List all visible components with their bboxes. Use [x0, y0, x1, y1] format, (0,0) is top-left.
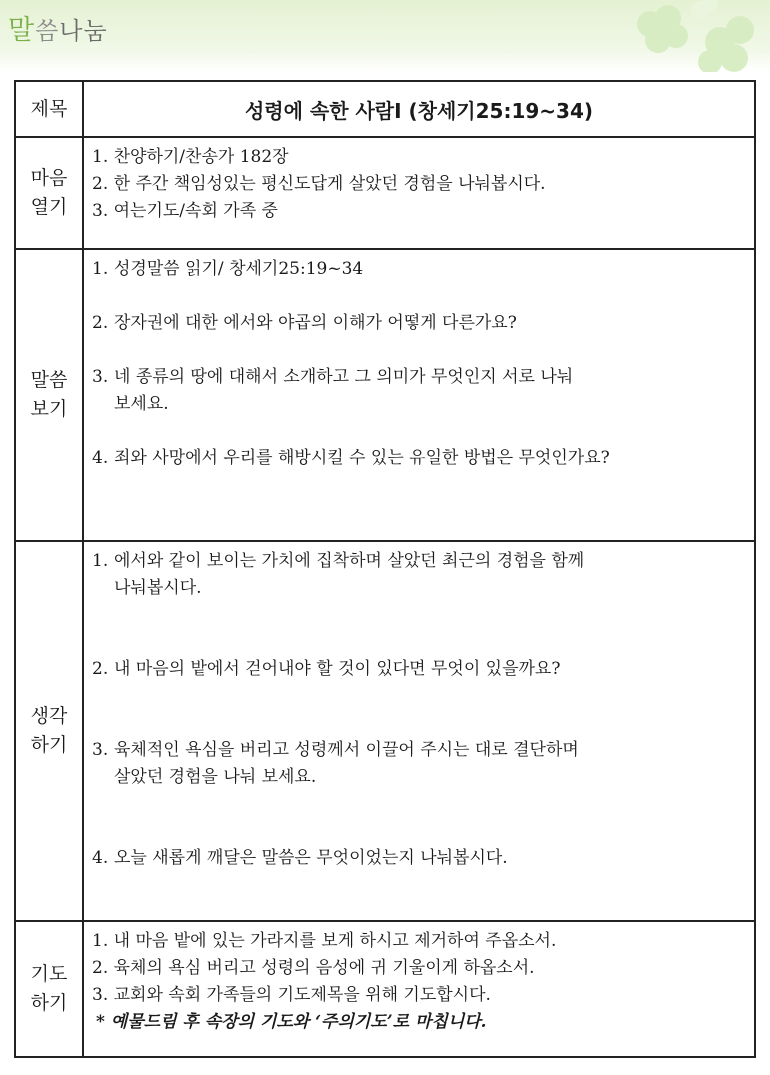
opening-item: 3. 여는기도/속회 가족 중 [92, 201, 278, 221]
reflect-question-number: 2. [92, 659, 109, 679]
word-question [92, 256, 746, 283]
prayer-item: 3. 교회와 속회 가족들의 기도제목을 위해 기도합시다. [92, 985, 491, 1005]
worksheet-table [14, 80, 756, 1058]
reflect-content [83, 541, 755, 921]
word-question [92, 364, 746, 418]
word-label-line2: 보기 [30, 398, 68, 420]
reflect-row [15, 541, 755, 921]
logo-text-2: 씀 [35, 17, 60, 45]
word-question-text: 장자권에 대한 에서와 야곱의 이해가 어떻게 다른가요? [114, 313, 517, 333]
prayer-label-line2: 하기 [30, 992, 68, 1014]
reflect-question-text: 에서와 같이 보이는 가치에 집착하며 살았던 최근의 경험을 함께 [114, 551, 585, 571]
opening-item: 1. 찬양하기/찬송가 182장 [92, 147, 289, 167]
prayer-item: 1. 내 마음 밭에 있는 가라지를 보게 하시고 제거하여 주옵소서. [92, 931, 557, 951]
reflect-label-line1: 생각 [30, 705, 68, 727]
word-question [92, 445, 746, 472]
opening-label-line1: 마음 [30, 167, 68, 189]
reflect-label-line2: 하기 [30, 734, 68, 756]
prayer-item: 2. 육체의 욕심 버리고 성령의 음성에 귀 기울이게 하옵소서. [92, 958, 535, 978]
word-question-text: 죄와 사망에서 우리를 해방시킬 수 있는 유일한 방법은 무엇인가요? [114, 448, 610, 468]
word-question [92, 310, 746, 337]
word-label [15, 249, 83, 541]
reflect-question [92, 548, 746, 602]
reflect-question-continuation: 나눠봅시다. [114, 578, 202, 598]
reflect-question-number: 3. [92, 740, 109, 760]
reflect-question-number: 4. [92, 848, 109, 868]
reflect-question-continuation: 살았던 경험을 나눠 보세요. [114, 767, 317, 787]
page-title: 성령에 속한 사람Ⅰ (창세기25:19~34) [83, 81, 755, 137]
word-question-text: 네 종류의 땅에 대해서 소개하고 그 의미가 무엇인지 서로 나눠 [114, 367, 574, 387]
title-label: 제목 [15, 81, 83, 137]
word-label-line1: 말씀 [30, 369, 68, 391]
reflect-question [92, 845, 746, 872]
logo-text-3: 나눔 [59, 17, 108, 45]
reflect-question-text: 육체적인 욕심을 버리고 성령께서 이끌어 주시는 대로 결단하며 [114, 740, 579, 760]
word-row [15, 249, 755, 541]
word-content [83, 249, 755, 541]
word-question-continuation: 보세요. [114, 394, 169, 414]
reflect-question-number: 1. [92, 551, 109, 571]
reflect-question [92, 737, 746, 791]
clover-icon [610, 0, 760, 72]
prayer-row [15, 921, 755, 1057]
word-question-number: 1. [92, 259, 109, 279]
logo-text-1: 말 [8, 15, 36, 46]
reflect-question-text: 오늘 새롭게 깨달은 말씀은 무엇이었는지 나눠봅시다. [114, 848, 508, 868]
word-question-number: 3. [92, 367, 109, 387]
word-question-number: 4. [92, 448, 109, 468]
opening-label [15, 137, 83, 249]
reflect-label [15, 541, 83, 921]
word-question-number: 2. [92, 313, 109, 333]
closing-note: * 예물드림 후 속장의 기도와 ‘주의기도’로 마칩니다. [96, 1012, 487, 1032]
prayer-content [83, 921, 755, 1057]
reflect-question [92, 656, 746, 683]
opening-row [15, 137, 755, 249]
opening-item: 2. 한 주간 책임성있는 평신도답게 살았던 경험을 나눠봅시다. [92, 174, 546, 194]
opening-label-line2: 열기 [30, 196, 68, 218]
reflect-question-text: 내 마음의 밭에서 걷어내야 할 것이 있다면 무엇이 있을까요? [114, 659, 561, 679]
opening-content [83, 137, 755, 249]
logo [8, 8, 108, 47]
prayer-label [15, 921, 83, 1057]
word-question-text: 성경말씀 읽기/ 창세기25:19~34 [114, 259, 364, 279]
prayer-label-line1: 기도 [30, 963, 68, 985]
title-row [15, 81, 755, 137]
